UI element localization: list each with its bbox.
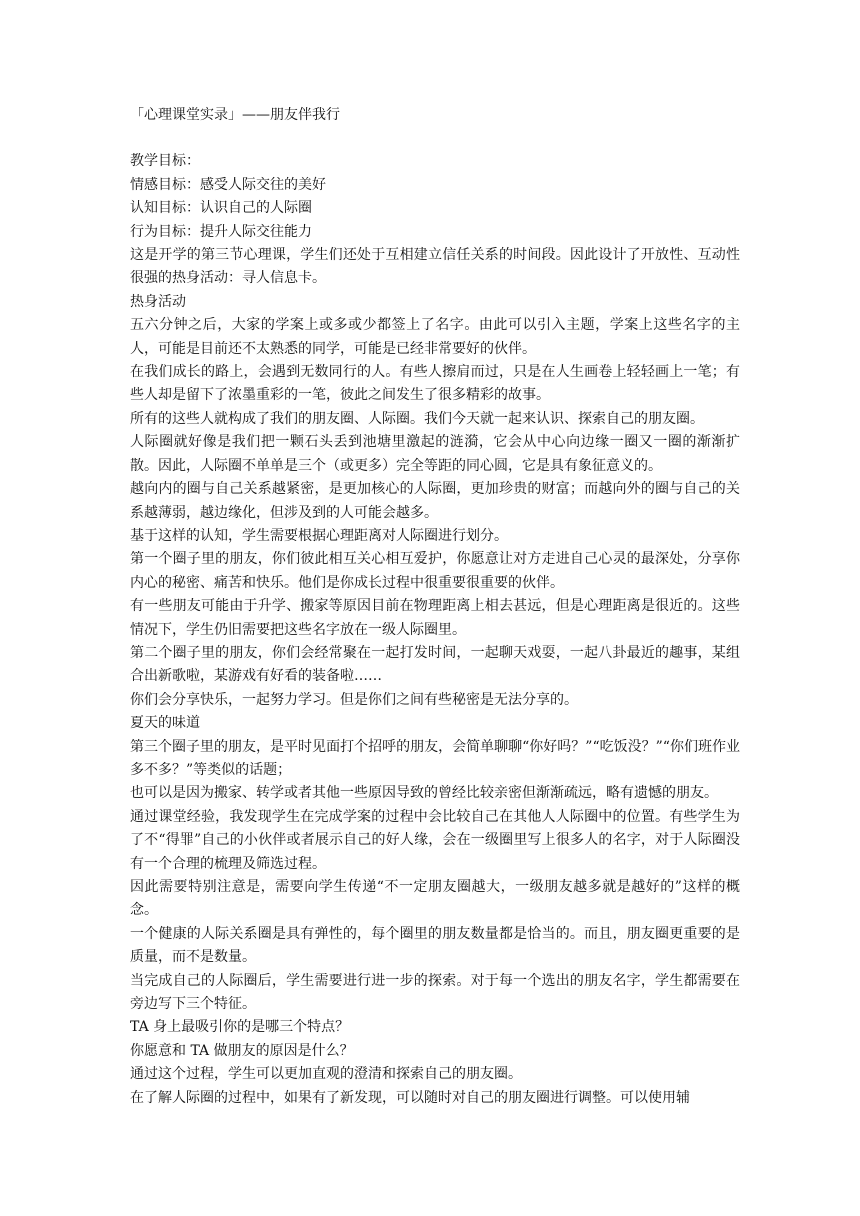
document-body — [130, 150, 740, 1110]
paragraph: 这是开学的第三节心理课，学生们还处于互相建立信任关系的时间段。因此设计了开放性、互动性很强的热身活动：寻人信息卡。 — [130, 247, 740, 287]
paragraph: 人际圈就好像是我们把一颗石头丢到池塘里激起的涟漪，它会从中心向边缘一圈又一圈的渐渐扩散。因此，人际圈不单单是三个（或更多）完全等距的同心圆，它是具有象征意义的。 — [130, 434, 740, 474]
paragraph: 第二个圈子里的朋友，你们会经常聚在一起打发时间，一起聊天戏耍，一起八卦最近的趣事，某组合出新歌啦，某游戏有好看的装备啦…… — [130, 644, 740, 685]
paragraph: 在了解人际圈的过程中，如果有了新发现，可以随时对自己的朋友圈进行调整。可以使用辅 — [130, 1089, 690, 1106]
paragraph: 认知目标：认识自己的人际圈 — [130, 200, 312, 217]
paragraph: TA 身上最吸引你的是哪三个特点？ — [130, 1019, 350, 1036]
document-title: 「心理课堂实录」——朋友伴我行 — [130, 107, 340, 123]
document-page — [130, 104, 740, 1110]
paragraph: 你们会分享快乐，一起努力学习。但是你们之间有些秘密是无法分享的。 — [130, 691, 578, 708]
paragraph: 所有的这些人就构成了我们的朋友圈、人际圈。我们今天就一起来认识、探索自己的朋友圈。 — [130, 410, 704, 427]
paragraph: 五六分钟之后，大家的学案上或多或少都签上了名字。由此可以引入主题，学案上这些名字的主人，可能是目前还不太熟悉的同学，可能是已经非常要好的伙伴。 — [130, 317, 740, 357]
paragraph: 当完成自己的人际圈后，学生需要进行进一步的探索。对于每一个选出的朋友名字，学生都需要在旁边写下三个特征。 — [130, 972, 740, 1013]
paragraph: 越向内的圈与自己关系越紧密，是更加核心的人际圈，更加珍贵的财富；而越向外的圈与自己的关系越薄弱，越边缘化，但涉及到的人可能会越多。 — [130, 481, 740, 521]
paragraph: 夏天的味道 — [130, 715, 200, 732]
paragraph: 教学目标： — [130, 153, 200, 170]
paragraph: 通过这个过程，学生可以更加直观的澄清和探索自己的朋友圈。 — [130, 1066, 522, 1083]
paragraph: 第三个圈子里的朋友，是平时见面打个招呼的朋友，会简单聊聊“你好吗？”“吃饭没？”“你们班作业多不多？”等类似的话题； — [130, 738, 740, 778]
paragraph: 情感目标：感受人际交往的美好 — [130, 176, 326, 193]
paragraph: 基于这样的认知，学生需要根据心理距离对人际圈进行划分。 — [130, 527, 508, 544]
paragraph: 有一些朋友可能由于升学、搬家等原因目前在物理距离上相去甚远，但是心理距离是很近的。这些情况下，学生仍旧需要把这些名字放在一级人际圈里。 — [130, 598, 740, 638]
paragraph: 一个健康的人际关系圈是具有弹性的，每个圈里的朋友数量都是恰当的。而且，朋友圈更重要的是质量，而不是数量。 — [130, 925, 740, 966]
paragraph: 你愿意和 TA 做朋友的原因是什么？ — [130, 1042, 354, 1059]
paragraph: 因此需要特别注意是，需要向学生传递“不一定朋友圈越大，一级朋友越多就是越好的”这样的概念。 — [130, 879, 740, 919]
paragraph: 第一个圈子里的朋友，你们彼此相互关心相互爱护，你愿意让对方走进自己心灵的最深处，分享你内心的秘密、痛苦和快乐。他们是你成长过程中很重要很重要的伙伴。 — [130, 551, 740, 591]
paragraph: 也可以是因为搬家、转学或者其他一些原因导致的曾经比较亲密但渐渐疏远，略有遗憾的朋友。 — [130, 785, 718, 802]
paragraph: 在我们成长的路上，会遇到无数同行的人。有些人擦肩而过，只是在人生画卷上轻轻画上一笔；有些人却是留下了浓墨重彩的一笔，彼此之间发生了很多精彩的故事。 — [130, 364, 740, 404]
paragraph: 热身活动 — [130, 293, 186, 310]
paragraph: 通过课堂经验，我发现学生在完成学案的过程中会比较自己在其他人人际圈中的位置。有些学生为了不“得罪”自己的小伙伴或者展示自己的好人缘，会在一级圈里写上很多人的名字，对于人际圈没有一个合理的梳理及筛选过程。 — [130, 808, 740, 872]
paragraph: 行为目标：提升人际交往能力 — [130, 223, 312, 240]
